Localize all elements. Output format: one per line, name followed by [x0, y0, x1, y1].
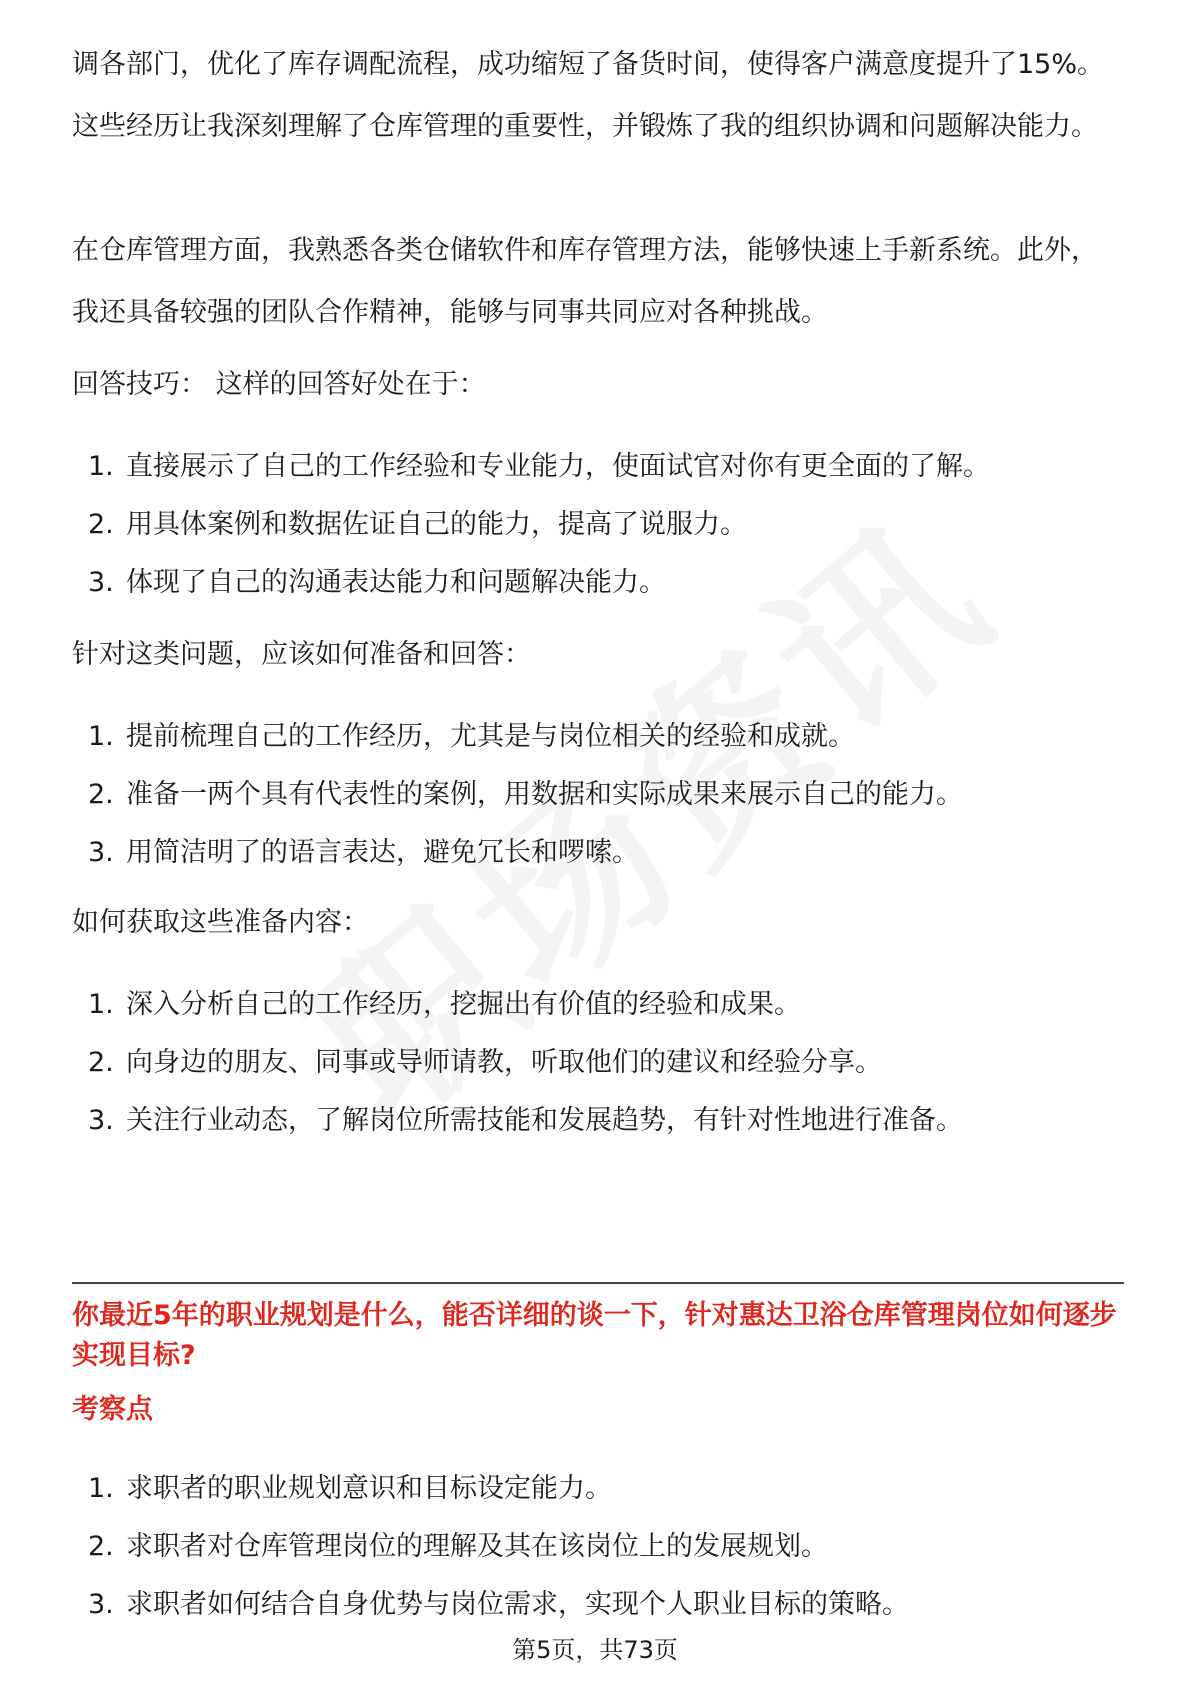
page-number: 第5页，共73页	[512, 1636, 678, 1664]
assessment-points-heading: 考察点	[72, 1394, 153, 1425]
list-text: 直接展示了自己的工作经验和专业能力，使面试官对你有更全面的了解。	[126, 451, 990, 482]
answer-tips-heading: 回答技巧： 这样的回答好处在于：	[72, 369, 486, 400]
list-item	[72, 1034, 1122, 1092]
list-text: 求职者对仓库管理岗位的理解及其在该岗位上的发展规划。	[126, 1531, 828, 1562]
list-number: 1.	[88, 989, 114, 1020]
list-text: 体现了自己的沟通表达能力和问题解决能力。	[126, 567, 666, 598]
list-number: 2.	[88, 779, 114, 810]
list-text: 向身边的朋友、同事或导师请教，听取他们的建议和经验分享。	[126, 1047, 882, 1078]
list-number: 3.	[88, 837, 114, 868]
list-number: 3.	[88, 1589, 114, 1620]
list-text: 关注行业动态，了解岗位所需技能和发展趋势，有针对性地进行准备。	[126, 1105, 963, 1136]
section-divider	[72, 1282, 1124, 1284]
list-item	[72, 554, 1122, 612]
list-number: 2.	[88, 1047, 114, 1078]
list-item	[72, 496, 1122, 554]
list-text: 用简洁明了的语言表达，避免冗长和啰嗦。	[126, 837, 639, 868]
assessment-points-list	[72, 1460, 1122, 1634]
list-number: 1.	[88, 451, 114, 482]
list-text: 准备一两个具有代表性的案例，用数据和实际成果来展示自己的能力。	[126, 779, 963, 810]
list-number: 2.	[88, 1531, 114, 1562]
list-text: 提前梳理自己的工作经历，尤其是与岗位相关的经验和成就。	[126, 721, 855, 752]
list-number: 3.	[88, 1105, 114, 1136]
prepare-heading: 针对这类问题，应该如何准备和回答：	[72, 639, 531, 670]
list-item	[72, 1576, 1122, 1634]
list-text: 深入分析自己的工作经历，挖掘出有价值的经验和成果。	[126, 989, 801, 1020]
list-number: 1.	[88, 1473, 114, 1504]
obtain-list	[72, 976, 1122, 1150]
list-number: 2.	[88, 509, 114, 540]
list-number: 1.	[88, 721, 114, 752]
list-number: 3.	[88, 567, 114, 598]
list-item	[72, 438, 1122, 496]
list-item	[72, 976, 1122, 1034]
list-text: 求职者的职业规划意识和目标设定能力。	[126, 1473, 612, 1504]
list-item	[72, 708, 1122, 766]
list-item	[72, 1092, 1122, 1150]
list-item	[72, 1518, 1122, 1576]
prepare-list	[72, 708, 1122, 882]
list-item	[72, 1460, 1122, 1518]
list-item	[72, 766, 1122, 824]
list-text: 求职者如何结合自身优势与岗位需求，实现个人职业目标的策略。	[126, 1589, 909, 1620]
list-item	[72, 824, 1122, 882]
intro-paragraph: 调各部门，优化了库存调配流程，成功缩短了备货时间，使得客户满意度提升了15%。这些经历让我深刻理解了仓库管理的重要性，并锻炼了我的组织协调和问题解决能力。	[72, 49, 1105, 142]
obtain-heading: 如何获取这些准备内容：	[72, 907, 369, 938]
interview-question: 你最近5年的职业规划是什么，能否详细的谈一下，针对惠达卫浴仓库管理岗位如何逐步实现目标?	[72, 1300, 1117, 1371]
benefits-list	[72, 438, 1122, 612]
skills-paragraph: 在仓库管理方面，我熟悉各类仓储软件和库存管理方法，能够快速上手新系统。此外，我还具备较强的团队合作精神，能够与同事共同应对各种挑战。	[72, 235, 1098, 328]
list-text: 用具体案例和数据佐证自己的能力，提高了说服力。	[126, 509, 747, 540]
